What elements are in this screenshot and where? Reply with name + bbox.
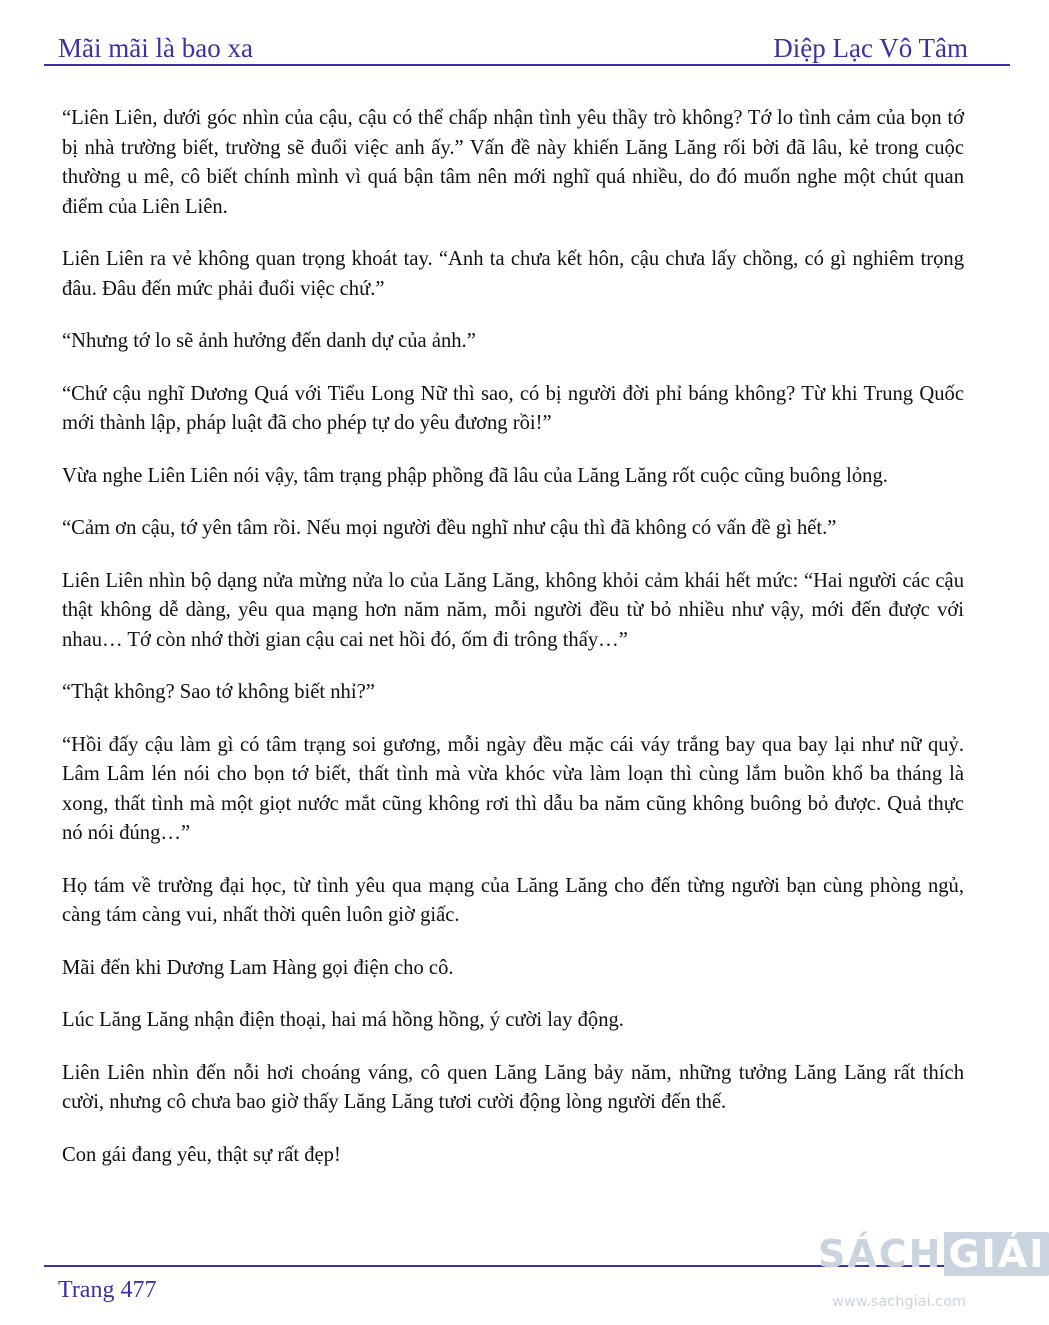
page-body: [62, 104, 964, 1193]
paragraph: “Nhưng tớ lo sẽ ảnh hưởng đến danh dự của ảnh.”: [62, 330, 476, 352]
watermark-brand: [818, 1232, 1049, 1276]
page-number: Trang 477: [58, 1277, 157, 1303]
paragraph: Lúc Lăng Lăng nhận điện thoại, hai má hồng hồng, ý cười lay động.: [62, 1009, 624, 1031]
watermark-logo: [818, 1232, 1046, 1322]
paragraph: Con gái đang yêu, thật sự rất đẹp!: [62, 1143, 341, 1166]
paragraph: “Liên Liên, dưới góc nhìn của cậu, cậu có thể chấp nhận tình yêu thầy trò không? Tớ lo tình cảm của bọn tớ bị nhà trường biết, trường sẽ đuổi việc anh ấy.” Vấn đề này khiến Lăng Lăng rối bời đã lâu, kẻ trong cuộc thường u mê, cô biết chính mình vì quá bận tâm nên mới nghĩ quá nhiều, do đó muốn nghe một chút quan điểm của Liên Liên.: [62, 107, 964, 218]
page-header: [58, 22, 968, 62]
paragraph: “Cảm ơn cậu, tớ yên tâm rồi. Nếu mọi người đều nghĩ như cậu thì đã không có vấn đề gì hết.”: [62, 517, 837, 539]
header-divider: [44, 64, 1010, 66]
book-title: Mãi mãi là bao xa: [58, 33, 253, 63]
paragraph: “Thật không? Sao tớ không biết nhỉ?”: [62, 681, 375, 703]
paragraph: “Chứ cậu nghĩ Dương Quá với Tiểu Long Nữ thì sao, có bị người đời phỉ báng không? Từ khi Trung Quốc mới thành lập, pháp luật đã cho phép tự do yêu đương rồi!”: [62, 382, 964, 434]
watermark-brand-right: GIẢI: [944, 1232, 1049, 1276]
paragraph: Họ tám về trường đại học, từ tình yêu qua mạng của Lăng Lăng cho đến từng người bạn cùng phòng ngủ, càng tám càng vui, nhất thời quên luôn giờ giấc.: [62, 874, 964, 926]
author-name: Diệp Lạc Vô Tâm: [773, 33, 968, 63]
watermark-url: www.sachgiai.com: [832, 1294, 967, 1310]
paragraph: Liên Liên nhìn đến nỗi hơi choáng váng, cô quen Lăng Lăng bảy năm, những tưởng Lăng Lăng rất thích cười, nhưng cô chưa bao giờ thấy Lăng Lăng tươi cười động lòng người đến thế.: [62, 1061, 964, 1113]
watermark-brand-left: SÁCH: [818, 1232, 943, 1276]
paragraph: Vừa nghe Liên Liên nói vậy, tâm trạng phập phồng đã lâu của Lăng Lăng rốt cuộc cũng buông lỏng.: [62, 464, 888, 487]
paragraph: Liên Liên ra vẻ không quan trọng khoát tay. “Anh ta chưa kết hôn, cậu chưa lấy chồng, có gì nghiêm trọng đâu. Đâu đến mức phải đuổi việc chứ.”: [62, 248, 964, 300]
paragraph: Liên Liên nhìn bộ dạng nửa mừng nửa lo của Lăng Lăng, không khỏi cảm khái hết mức: “Hai người các cậu thật không dễ dàng, yêu qua mạng hơn năm năm, mỗi người đều từ bỏ nhiều như vậy, mới đến được với nhau… Tớ còn nhớ thời gian cậu cai net hồi đó, ốm đi trông thấy…”: [62, 569, 964, 651]
paragraph: Mãi đến khi Dương Lam Hàng gọi điện cho cô.: [62, 956, 454, 979]
paragraph: “Hồi đấy cậu làm gì có tâm trạng soi gương, mỗi ngày đều mặc cái váy trắng bay qua bay lại như nữ quỷ. Lâm Lâm lén nói cho bọn tớ biết, thất tình mà vừa khóc vừa làm loạn thì cùng lắm buồn khổ ba tháng là xong, thất tình mà một giọt nước mắt cũng không rơi thì dẫu ba năm cũng không buông bỏ được. Quả thực nó nói đúng…”: [62, 733, 964, 844]
